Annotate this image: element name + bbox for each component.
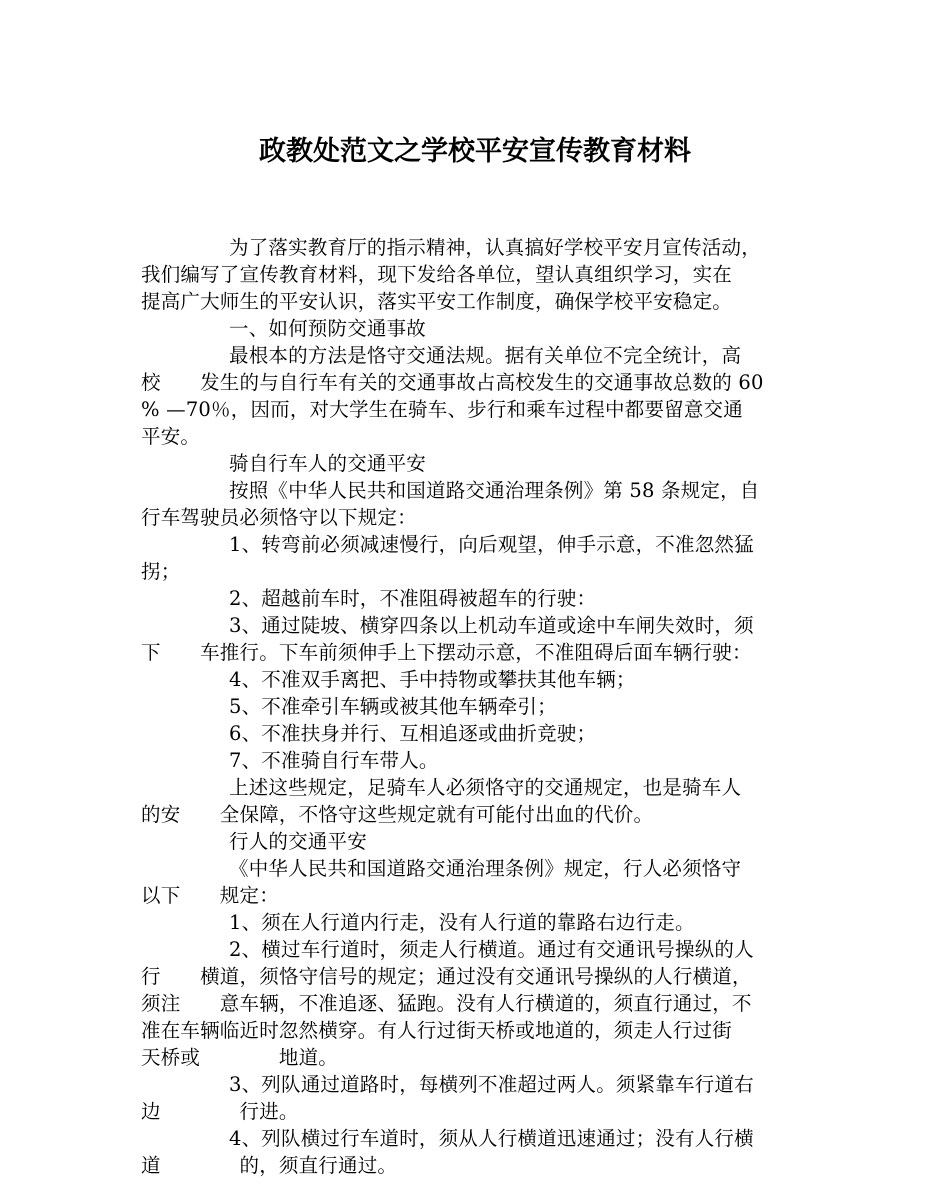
list-item: 1、须在人行道内行走，没有人行道的靠路右边行走。 [229, 911, 695, 934]
paragraph-line: 为了落实教育厅的指示精神，认真搞好学校平安月宣传活动， [229, 236, 761, 259]
paragraph-line: 以下 规定： [141, 884, 279, 907]
list-item: 5、不准牵引车辆或被其他车辆牵引； [229, 695, 557, 718]
list-item: 2、横过车行道时，须走人行横道。通过有交通讯号操纵的人 [229, 938, 754, 961]
list-item-continuation: 准在车辆临近时忽然横穿。有人行过街天桥或地道的，须走人行过街 [141, 1019, 733, 1042]
list-item-continuation: 道 的，须直行通过。 [141, 1154, 398, 1177]
list-item: 6、不准扶身并行、互相追逐或曲折竞驶； [229, 722, 597, 745]
paragraph-line: 最根本的方法是恪守交通法规。据有关单位不完全统计，高 [229, 344, 742, 367]
paragraph-line: 校 发生的与自行车有关的交通事故占高校发生的交通事故总数的 60 [141, 371, 764, 394]
list-item-continuation: 下 车推行。下车前须伸手上下摆动示意，不准阻碍后面车辆行驶： [141, 641, 752, 664]
list-item-continuation: 行 横道，须恪守信号的规定；通过没有交通讯号操纵的人行横道， [141, 965, 752, 988]
list-item-continuation: 边 行进。 [141, 1100, 299, 1123]
section-heading: 骑自行车人的交通平安 [229, 452, 427, 475]
list-item: 2、超越前车时，不准阻碍被超车的行驶： [229, 587, 597, 610]
list-item: 3、列队通过道路时，每横列不准超过两人。须紧靠车行道右 [229, 1073, 754, 1096]
list-item-continuation: 天桥或 地道。 [141, 1046, 339, 1069]
list-item-continuation: 拐； [141, 560, 181, 583]
paragraph-line: 上述这些规定，足骑车人必须恪守的交通规定，也是骑车人 [229, 776, 742, 799]
paragraph-line: 的安 全保障，不恪守这些规定就有可能付出血的代价。 [141, 803, 654, 826]
section-heading: 行人的交通平安 [229, 830, 367, 853]
paragraph-line: 按照《中华人民共和国道路交通治理条例》第 58 条规定，自 [229, 479, 760, 502]
paragraph-line: 平安。 [141, 425, 201, 448]
paragraph-line: 《中华人民共和国道路交通治理条例》规定，行人必须恪守 [229, 857, 742, 880]
list-item: 1、转弯前必须减速慢行，向后观望，伸手示意，不准忽然猛 [229, 533, 754, 556]
list-item: 3、通过陡坡、横穿四条以上机动车道或途中车闸失效时，须 [229, 614, 754, 637]
list-item: 4、列队横过行车道时，须从人行横道迅速通过；没有人行横 [229, 1127, 754, 1150]
list-item-continuation: 须注 意车辆，不准追逐、猛跑。没有人行横道的，须直行通过，不 [141, 992, 752, 1015]
paragraph-line: 我们编写了宣传教育材料，现下发给各单位，望认真组织学习，实在 [141, 263, 733, 286]
paragraph-line: 行车驾驶员必须恪守以下规定： [141, 506, 417, 529]
paragraph-line: % —70％，因而，对大学生在骑车、步行和乘车过程中都要留意交通 [141, 398, 743, 421]
document-title: 政教处范文之学校平安宣传教育材料 [259, 136, 691, 167]
section-heading: 一、如何预防交通事故 [229, 317, 427, 340]
list-item: 4、不准双手离把、手中持物或攀扶其他车辆； [229, 668, 636, 691]
paragraph-line: 提高广大师生的平安认识，落实平安工作制度，确保学校平安稳定。 [141, 290, 733, 313]
list-item: 7、不准骑自行车带人。 [229, 749, 439, 772]
